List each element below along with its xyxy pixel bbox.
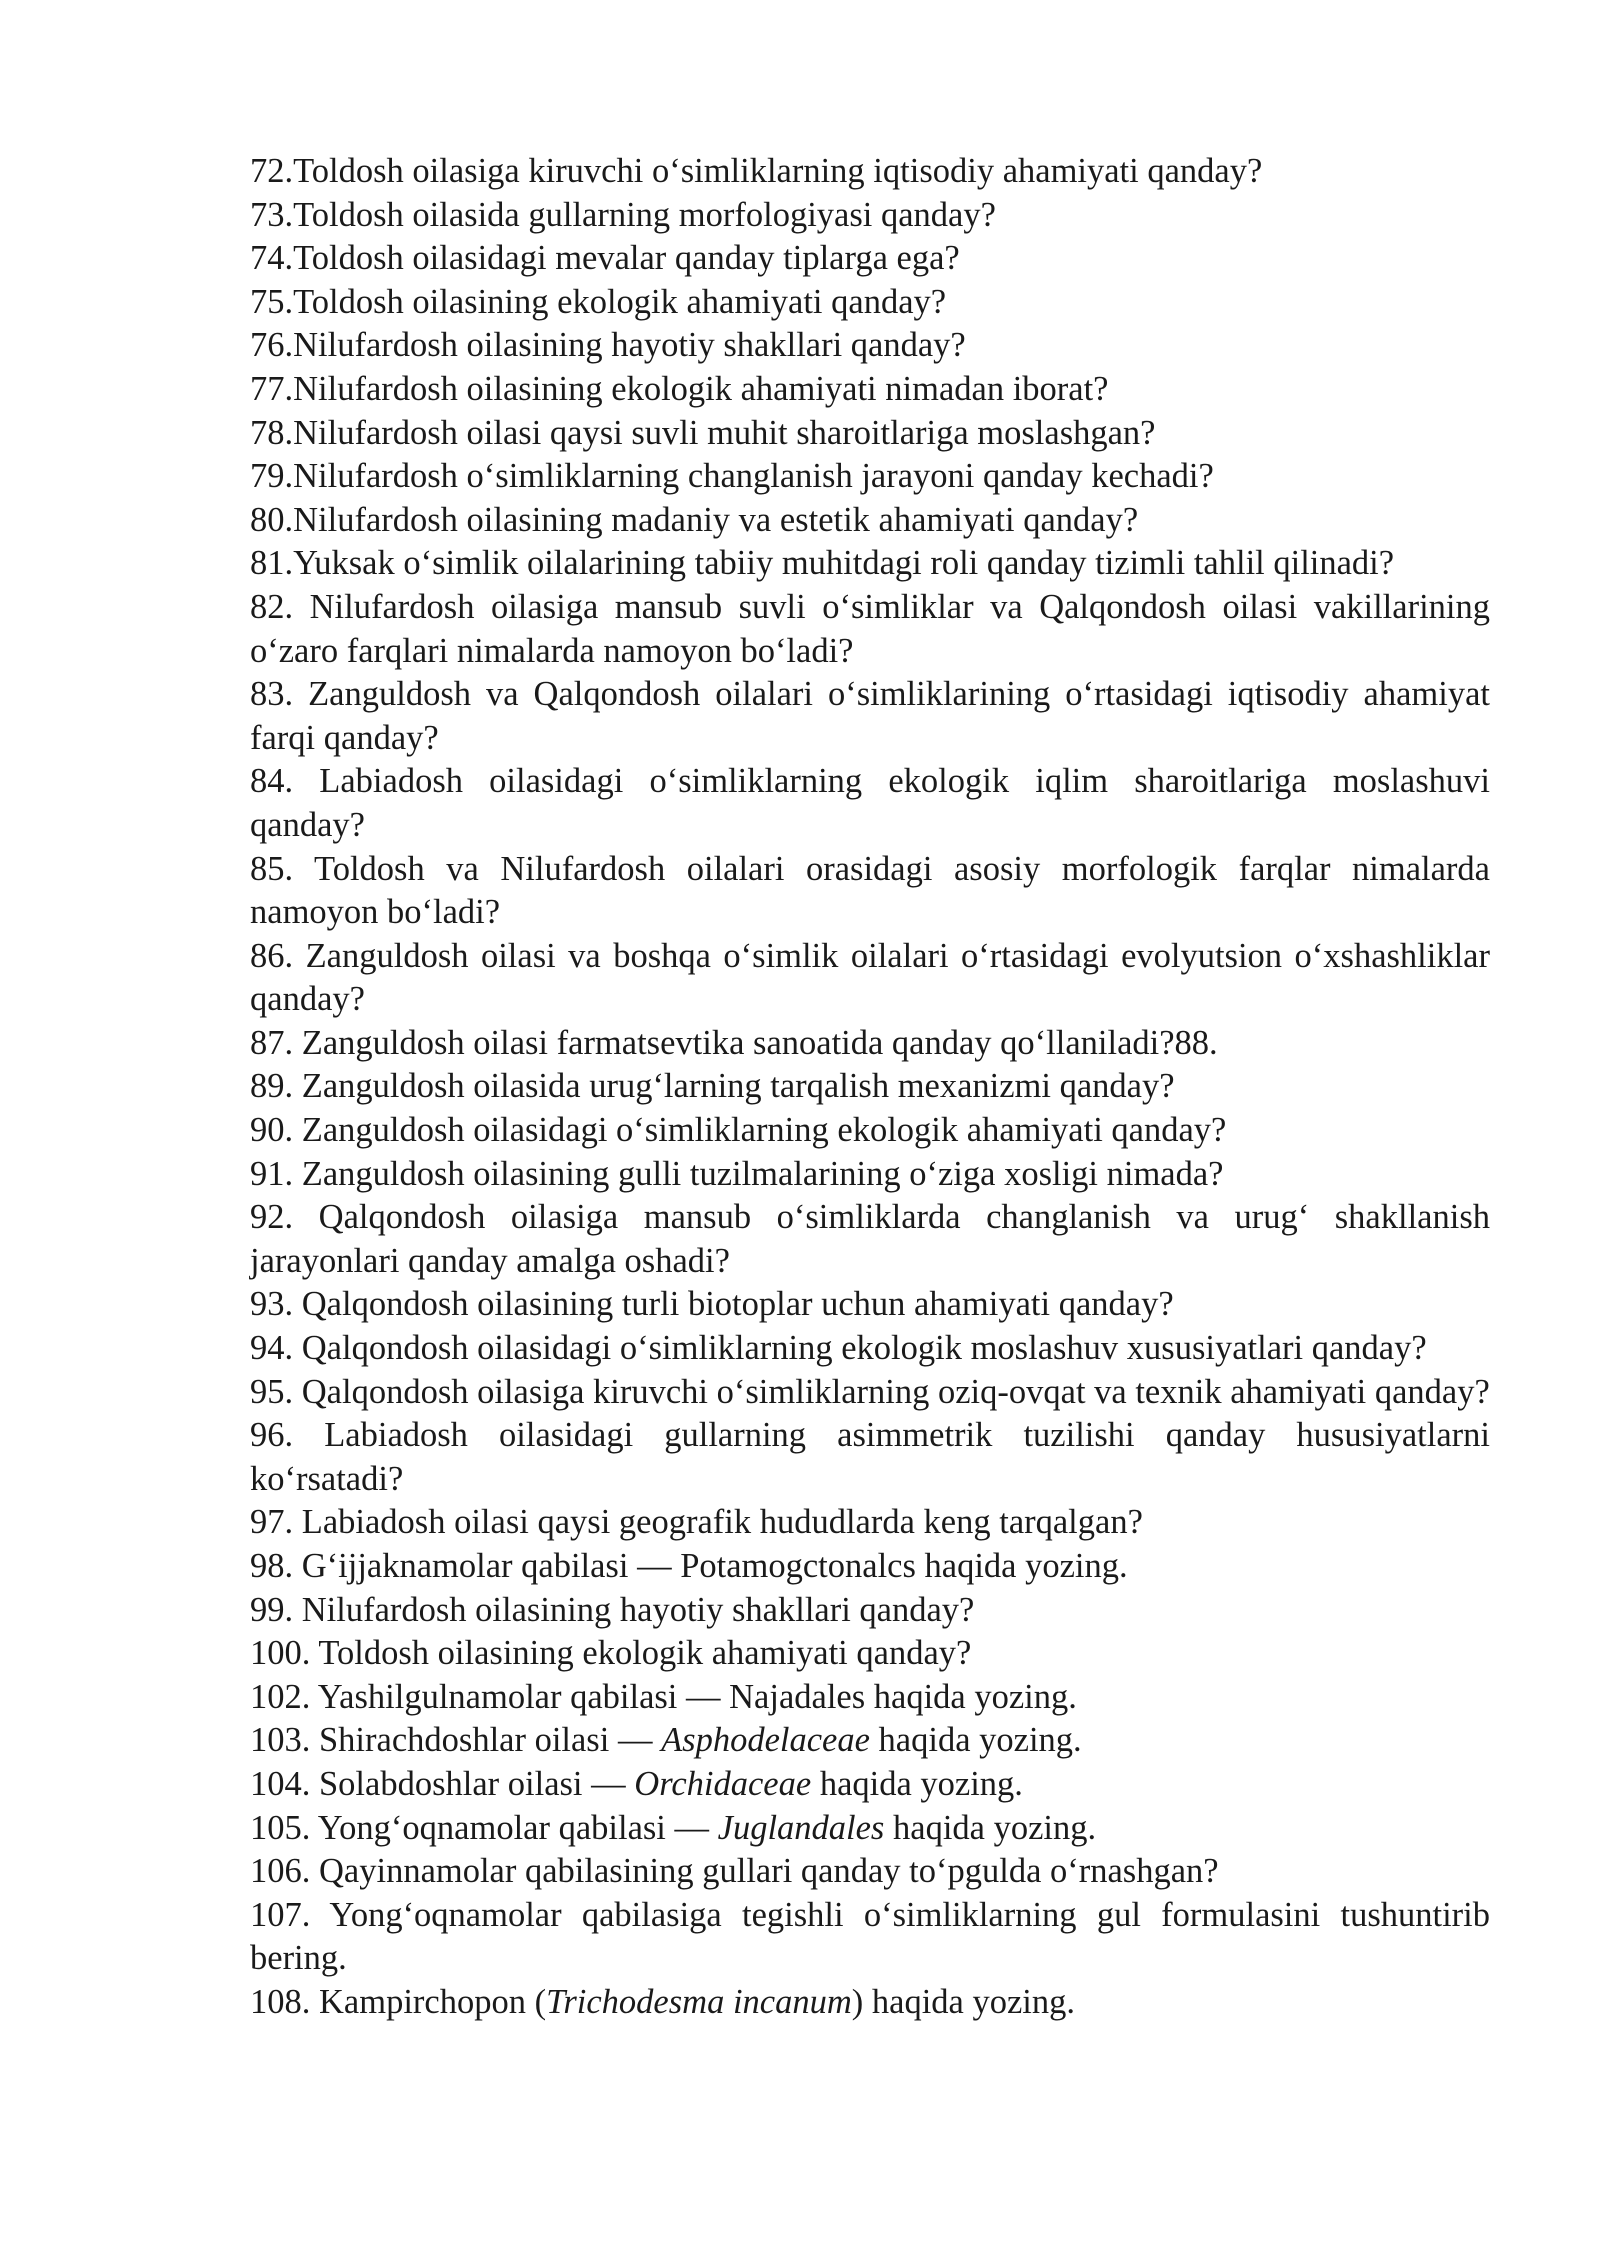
question-104	[250, 1763, 1490, 1807]
question-108-suffix: ) haqida yozing.	[851, 1982, 1076, 2021]
question-104-suffix: haqida yozing.	[811, 1764, 1023, 1803]
document-page	[250, 150, 1490, 2025]
question-79: 79.Nilufardosh o‘simliklarning changlanish jarayoni qanday kechadi?	[250, 457, 1214, 496]
question-73: 73.Toldosh oilasida gullarning morfologiyasi qanday?	[250, 195, 996, 234]
question-105-prefix: 105. Yong‘oqnamolar qabilasi —	[250, 1808, 718, 1847]
question-87: 87. Zanguldosh oilasi farmatsevtika sanoatida qanday qo‘llaniladi?88.	[250, 1023, 1218, 1062]
question-96: 96. Labiadosh oilasidagi gullarning asimmetrik tuzilishi qanday hususiyatlarni ko‘rsatadi?	[250, 1416, 1490, 1498]
question-102: 102. Yashilgulnamolar qabilasi — Najadales haqida yozing.	[250, 1677, 1077, 1716]
question-80: 80.Nilufardosh oilasining madaniy va estetik ahamiyati qanday?	[250, 500, 1139, 539]
question-104-prefix: 104. Solabdoshlar oilasi —	[250, 1764, 635, 1803]
question-76: 76.Nilufardosh oilasining hayotiy shakllari qanday?	[250, 326, 966, 365]
question-93: 93. Qalqondosh oilasining turli biotoplar uchun ahamiyati qanday?	[250, 1285, 1174, 1324]
question-97: 97. Labiadosh oilasi qaysi geografik hududlarda keng tarqalgan?	[250, 1503, 1143, 1542]
question-108-taxon: Trichodesma incanum	[546, 1982, 852, 2021]
question-98: 98. G‘ijjaknamolar qabilasi — Potamogctonalcs haqida yozing.	[250, 1547, 1128, 1585]
question-106: 106. Qayinnamolar qabilasining gullari qanday to‘pgulda o‘rnashgan?	[250, 1852, 1219, 1891]
question-91: 91. Zanguldosh oilasining gulli tuzilmalarining o‘ziga xosligi nimada?	[250, 1154, 1224, 1193]
question-78: 78.Nilufardosh oilasi qaysi suvli muhit sharoitlariga moslashgan?	[250, 413, 1156, 452]
question-90: 90. Zanguldosh oilasidagi o‘simliklarning ekologik ahamiyati qanday?	[250, 1111, 1227, 1150]
question-92: 92. Qalqondosh oilasiga mansub o‘simliklarda changlanish va urug‘ shakllanish jarayonlari qanday amalga oshadi?	[250, 1198, 1490, 1280]
question-104-taxon: Orchidaceae	[634, 1764, 812, 1803]
question-74: 74.Toldosh oilasidagi mevalar qanday tiplarga ega?	[250, 239, 960, 278]
question-105	[250, 1807, 1490, 1851]
question-103-taxon: Asphodelaceae	[661, 1721, 870, 1760]
question-108	[250, 1981, 1490, 2025]
question-72: 72.Toldosh oilasiga kiruvchi o‘simliklarning iqtisodiy ahamiyati qanday?	[250, 152, 1263, 190]
question-86: 86. Zanguldosh oilasi va boshqa o‘simlik oilalari o‘rtasidagi evolyutsion o‘xshashliklar qanday?	[250, 936, 1490, 1019]
question-105-suffix: haqida yozing.	[884, 1808, 1097, 1847]
question-108-prefix: 108. Kampirchopon (	[250, 1982, 547, 2021]
question-103-suffix: haqida yozing.	[869, 1721, 1082, 1760]
question-100: 100. Toldosh oilasining ekologik ahamiyati qanday?	[250, 1634, 972, 1673]
question-77: 77.Nilufardosh oilasining ekologik ahamiyati nimadan iborat?	[250, 369, 1109, 408]
question-107: 107. Yong‘oqnamolar qabilasiga tegishli o‘simliklarning gul formulasini tushuntirib bering.	[250, 1895, 1490, 1978]
question-83: 83. Zanguldosh va Qalqondosh oilalari o‘simliklarining o‘rtasidagi iqtisodiy ahamiyat farqi qanday?	[250, 675, 1490, 757]
question-84: 84. Labiadosh oilasidagi o‘simliklarning ekologik iqlim sharoitlariga moslashuvi qanday?	[250, 762, 1490, 844]
question-85: 85. Toldosh va Nilufardosh oilalari orasidagi asosiy morfologik farqlar nimalarda namoyon bo‘ladi?	[250, 849, 1490, 932]
question-82: 82. Nilufardosh oilasiga mansub suvli o‘simliklar va Qalqondosh oilasi vakillarining o‘zaro farqlari nimalarda namoyon bo‘ladi?	[250, 587, 1490, 670]
question-75: 75.Toldosh oilasining ekologik ahamiyati qanday?	[250, 282, 947, 321]
question-81: 81.Yuksak o‘simlik oilalarining tabiiy muhitdagi roli qanday tizimli tahlil qilinadi?	[250, 544, 1395, 583]
question-94: 94. Qalqondosh oilasidagi o‘simliklarning ekologik moslashuv xususiyatlari qanday?	[250, 1329, 1427, 1368]
question-103-prefix: 103. Shirachdoshlar oilasi —	[250, 1721, 662, 1760]
question-99: 99. Nilufardosh oilasining hayotiy shakllari qanday?	[250, 1590, 975, 1629]
question-89: 89. Zanguldosh oilasida urug‘larning tarqalish mexanizmi qanday?	[250, 1067, 1175, 1106]
question-105-taxon: Juglandales	[717, 1808, 885, 1847]
question-103	[250, 1719, 1490, 1763]
question-95: 95. Qalqondosh oilasiga kiruvchi o‘simliklarning oziq-ovqat va texnik ahamiyati qanday?	[250, 1372, 1490, 1411]
